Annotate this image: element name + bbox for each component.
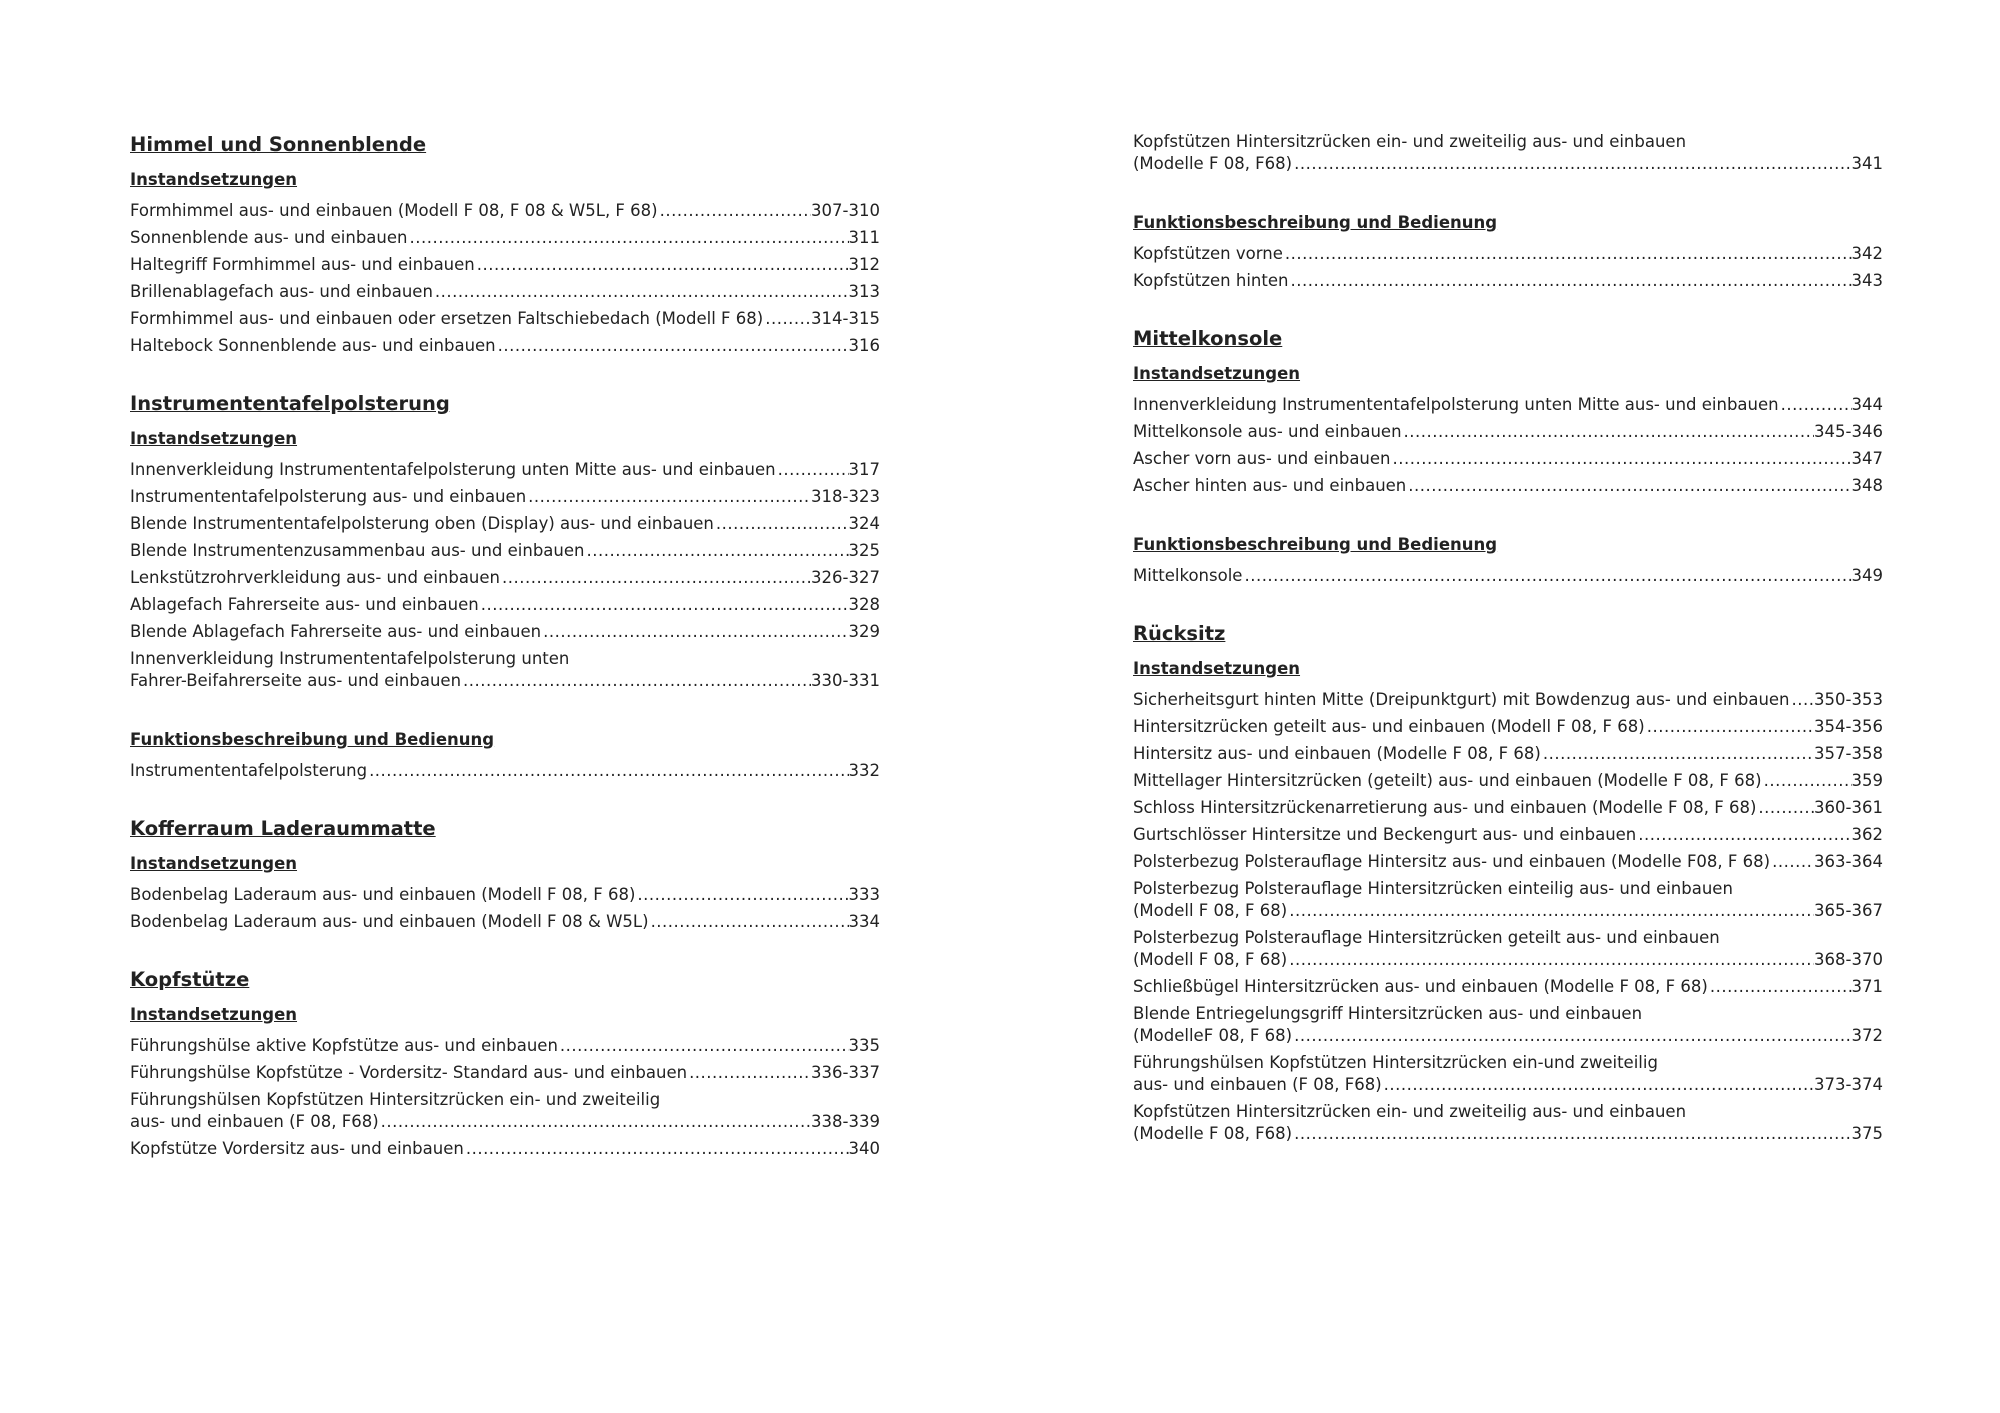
page-number: 328 bbox=[848, 594, 880, 614]
dot-leader bbox=[1402, 421, 1815, 443]
dot-leader bbox=[658, 200, 811, 222]
entry-text: Formhimmel aus- und einbauen (Modell F 08, F 08 & W5L, F 68) bbox=[130, 200, 658, 220]
page-number: 317 bbox=[848, 459, 880, 479]
entry-text: Mittellager Hintersitzrücken (geteilt) aus- und einbauen (Modelle F 08, F 68) bbox=[1133, 770, 1762, 790]
toc-section bbox=[1133, 128, 1883, 294]
toc-entry bbox=[1133, 875, 1883, 924]
page-number: 345-346 bbox=[1814, 421, 1883, 441]
toc-entry bbox=[1133, 418, 1883, 445]
entry-row bbox=[1133, 689, 1883, 711]
toc-group bbox=[130, 162, 880, 359]
toc-entry bbox=[1133, 472, 1883, 499]
entry-row bbox=[130, 540, 880, 562]
entry-row bbox=[130, 513, 880, 535]
page-number: 326-327 bbox=[811, 567, 880, 587]
page-number: 372 bbox=[1851, 1025, 1883, 1045]
entry-row bbox=[1133, 743, 1883, 765]
page-number: 365-367 bbox=[1814, 900, 1883, 920]
toc-section-mittelkonsole bbox=[1133, 322, 1883, 589]
dot-leader bbox=[1288, 270, 1851, 292]
page-number: 316 bbox=[848, 335, 880, 355]
entry-text: Führungshülse aktive Kopfstütze aus- und einbauen bbox=[130, 1035, 558, 1055]
entry-row bbox=[1133, 900, 1883, 922]
page-number: 335 bbox=[848, 1035, 880, 1055]
page-number: 330-331 bbox=[811, 670, 880, 690]
dot-leader bbox=[1391, 448, 1852, 470]
entry-row bbox=[130, 486, 880, 508]
page-number: 336-337 bbox=[811, 1062, 880, 1082]
page-number: 347 bbox=[1851, 448, 1883, 468]
toc-group bbox=[1133, 356, 1883, 499]
entry-text: Formhimmel aus- und einbauen oder ersetzen Faltschiebedach (Modell F 68) bbox=[130, 308, 764, 328]
subsection-title: Funktionsbeschreibung und Bedienung bbox=[1133, 213, 1498, 232]
dot-leader bbox=[379, 1111, 811, 1133]
dot-leader bbox=[1645, 716, 1814, 738]
entry-text-line: Kopfstützen Hintersitzrücken ein- und zweiteilig aus- und einbauen bbox=[1133, 131, 1687, 151]
page-number: 332 bbox=[848, 760, 880, 780]
toc-section-instrumententafelpolsterung bbox=[130, 387, 880, 784]
dot-leader bbox=[367, 760, 848, 782]
dot-leader bbox=[1541, 743, 1814, 765]
page-number: 342 bbox=[1851, 243, 1883, 263]
dot-leader bbox=[1636, 824, 1851, 846]
page-number: 344 bbox=[1851, 394, 1883, 414]
toc-entry bbox=[1133, 686, 1883, 713]
dot-leader bbox=[1287, 949, 1814, 971]
section-title: Kopfstütze bbox=[130, 968, 250, 991]
dot-leader bbox=[1708, 976, 1852, 998]
entry-row bbox=[130, 884, 880, 906]
dot-leader bbox=[1287, 900, 1814, 922]
page-number: 354-356 bbox=[1814, 716, 1883, 736]
subsection-title: Instandsetzungen bbox=[130, 429, 298, 448]
toc-entry bbox=[130, 483, 880, 510]
page-number: 350-353 bbox=[1814, 689, 1883, 709]
page-number: 325 bbox=[848, 540, 880, 560]
toc-entry bbox=[130, 908, 880, 935]
entry-text: Innenverkleidung Instrumententafelpolsterung unten Mitte aus- und einbauen bbox=[130, 459, 776, 479]
entry-text: Bodenbelag Laderaum aus- und einbauen (Modell F 08, F 68) bbox=[130, 884, 636, 904]
page-number: 371 bbox=[1851, 976, 1883, 996]
section-title: Mittelkonsole bbox=[1133, 327, 1283, 350]
section-title: Himmel und Sonnenblende bbox=[130, 133, 427, 156]
subsection-title: Instandsetzungen bbox=[1133, 659, 1301, 678]
entry-row bbox=[1133, 394, 1883, 416]
entry-text: (Modell F 08, F 68) bbox=[1133, 949, 1288, 969]
toc-group bbox=[130, 846, 880, 935]
entry-text: (ModelleF 08, F 68) bbox=[1133, 1025, 1293, 1045]
toc-group bbox=[1133, 128, 1883, 177]
dot-leader bbox=[649, 911, 849, 933]
toc-entry bbox=[130, 510, 880, 537]
dot-leader bbox=[461, 670, 811, 692]
entry-text: Ascher hinten aus- und einbauen bbox=[1133, 475, 1407, 495]
toc-entry bbox=[1133, 973, 1883, 1000]
toc-entry bbox=[130, 1135, 880, 1162]
toc-section-himmel-und-sonnenblende bbox=[130, 128, 880, 359]
entry-row bbox=[1133, 949, 1883, 971]
dot-leader bbox=[776, 459, 849, 481]
entry-text-line: Führungshülsen Kopfstützen Hintersitzrücken ein-und zweiteilig bbox=[1133, 1052, 1658, 1072]
entry-text: Haltebock Sonnenblende aus- und einbauen bbox=[130, 335, 496, 355]
entry-text: Kopfstütze Vordersitz aus- und einbauen bbox=[130, 1138, 464, 1158]
page-number: 314-315 bbox=[811, 308, 880, 328]
toc-entry bbox=[130, 305, 880, 332]
dot-leader bbox=[433, 281, 849, 303]
entry-row bbox=[1133, 1123, 1883, 1145]
page-number: 360-361 bbox=[1814, 797, 1883, 817]
entry-text: Blende Instrumentenzusammenbau aus- und einbauen bbox=[130, 540, 585, 560]
entry-row bbox=[1133, 475, 1883, 497]
dot-leader bbox=[500, 567, 811, 589]
dot-leader bbox=[464, 1138, 849, 1160]
entry-text: Führungshülse Kopfstütze - Vordersitz- Standard aus- und einbauen bbox=[130, 1062, 688, 1082]
dot-leader bbox=[558, 1035, 849, 1057]
section-title: Kofferraum Laderaummatte bbox=[130, 817, 436, 840]
toc-group bbox=[1133, 651, 1883, 1147]
toc-entry bbox=[130, 757, 880, 784]
dot-leader bbox=[1283, 243, 1852, 265]
entry-text: Polsterbezug Polsterauflage Hintersitz aus- und einbauen (Modelle F08, F 68) bbox=[1133, 851, 1771, 871]
dot-leader bbox=[496, 335, 849, 357]
entry-row bbox=[1133, 448, 1883, 470]
entry-row bbox=[1133, 1074, 1883, 1096]
dot-leader bbox=[1292, 153, 1851, 175]
toc-entry bbox=[1133, 240, 1883, 267]
toc-entry bbox=[1133, 740, 1883, 767]
entry-row bbox=[130, 200, 880, 222]
entry-text: (Modell F 08, F 68) bbox=[1133, 900, 1288, 920]
entry-row bbox=[1133, 797, 1883, 819]
dot-leader bbox=[714, 513, 849, 535]
entry-row bbox=[130, 1062, 880, 1084]
entry-row bbox=[130, 1035, 880, 1057]
dot-leader bbox=[407, 227, 848, 249]
subsection-title: Instandsetzungen bbox=[130, 1005, 298, 1024]
entry-text: Brillenablagefach aus- und einbauen bbox=[130, 281, 433, 301]
toc-group bbox=[1133, 527, 1883, 589]
entry-text: Instrumententafelpolsterung aus- und einbauen bbox=[130, 486, 527, 506]
dot-leader bbox=[1406, 475, 1851, 497]
entry-text-line: Polsterbezug Polsterauflage Hintersitzrücken einteilig aus- und einbauen bbox=[1133, 878, 1733, 898]
dot-leader bbox=[475, 254, 849, 276]
section-title: Instrumententafelpolsterung bbox=[130, 392, 450, 415]
page-number: 349 bbox=[1851, 565, 1883, 585]
toc-group bbox=[130, 997, 880, 1162]
page-number: 340 bbox=[848, 1138, 880, 1158]
entry-row bbox=[130, 1111, 880, 1133]
toc-section-kofferraum-laderaummatte bbox=[130, 812, 880, 935]
dot-leader bbox=[584, 540, 848, 562]
entry-row bbox=[130, 281, 880, 303]
toc-entry bbox=[1133, 445, 1883, 472]
entry-row bbox=[1133, 716, 1883, 738]
entry-text: Fahrer-Beifahrerseite aus- und einbauen bbox=[130, 670, 462, 690]
entry-text: Mittelkonsole bbox=[1133, 565, 1243, 585]
entry-row bbox=[130, 911, 880, 933]
page-number: 359 bbox=[1851, 770, 1883, 790]
entry-text: Blende Ablagefach Fahrerseite aus- und einbauen bbox=[130, 621, 542, 641]
entry-text-line: Innenverkleidung Instrumententafelpolsterung unten bbox=[130, 648, 570, 668]
entry-text-line: Kopfstützen Hintersitzrücken ein- und zweiteilig aus- und einbauen bbox=[1133, 1101, 1687, 1121]
entry-row bbox=[1133, 976, 1883, 998]
page-number: 333 bbox=[848, 884, 880, 904]
toc-entry bbox=[130, 537, 880, 564]
entry-text: (Modelle F 08, F68) bbox=[1133, 1123, 1293, 1143]
toc-group bbox=[1133, 205, 1883, 294]
dot-leader bbox=[1242, 565, 1851, 587]
entry-text: Sicherheitsgurt hinten Mitte (Dreipunktgurt) mit Bowdenzug aus- und einbauen bbox=[1133, 689, 1790, 709]
entry-text: Hintersitz aus- und einbauen (Modelle F 08, F 68) bbox=[1133, 743, 1541, 763]
toc-entry bbox=[1133, 924, 1883, 973]
toc-entry bbox=[1133, 1098, 1883, 1147]
entry-row bbox=[1133, 270, 1883, 292]
dot-leader bbox=[1292, 1123, 1851, 1145]
toc-group bbox=[130, 421, 880, 694]
entry-text-line: Blende Entriegelungsgriff Hintersitzrücken aus- und einbauen bbox=[1133, 1003, 1643, 1023]
entry-row bbox=[1133, 243, 1883, 265]
entry-text: Kopfstützen vorne bbox=[1133, 243, 1283, 263]
entry-text-line: Führungshülsen Kopfstützen Hintersitzrücken ein- und zweiteilig bbox=[130, 1089, 661, 1109]
toc-entry bbox=[130, 1032, 880, 1059]
entry-text: Innenverkleidung Instrumententafelpolsterung unten Mitte aus- und einbauen bbox=[1133, 394, 1779, 414]
toc-entry bbox=[130, 278, 880, 305]
page-number: 324 bbox=[848, 513, 880, 533]
entry-row bbox=[130, 594, 880, 616]
entry-row bbox=[130, 459, 880, 481]
toc-entry bbox=[1133, 1049, 1883, 1098]
entry-row bbox=[1133, 824, 1883, 846]
toc-entry bbox=[130, 645, 880, 694]
page-number: 313 bbox=[848, 281, 880, 301]
page-number: 362 bbox=[1851, 824, 1883, 844]
toc-entry bbox=[130, 618, 880, 645]
dot-leader bbox=[1790, 689, 1815, 711]
dot-leader bbox=[1770, 851, 1814, 873]
toc-entry bbox=[1133, 391, 1883, 418]
dot-leader bbox=[1292, 1025, 1851, 1047]
toc-entry bbox=[1133, 562, 1883, 589]
entry-text: aus- und einbauen (F 08, F68) bbox=[130, 1111, 379, 1131]
entry-text: Ablagefach Fahrerseite aus- und einbauen bbox=[130, 594, 479, 614]
entry-row bbox=[1133, 153, 1883, 175]
entry-text: (Modelle F 08, F68) bbox=[1133, 153, 1293, 173]
entry-text: Kopfstützen hinten bbox=[1133, 270, 1289, 290]
toc-entry bbox=[130, 332, 880, 359]
entry-text: Instrumententafelpolsterung bbox=[130, 760, 368, 780]
toc-entry bbox=[1133, 794, 1883, 821]
page-number: 329 bbox=[848, 621, 880, 641]
entry-row bbox=[130, 308, 880, 330]
dot-leader bbox=[541, 621, 848, 643]
entry-row bbox=[1133, 770, 1883, 792]
page-number: 311 bbox=[848, 227, 880, 247]
page-number: 363-364 bbox=[1814, 851, 1883, 871]
page-number: 334 bbox=[848, 911, 880, 931]
toc-entry bbox=[130, 564, 880, 591]
page-number: 312 bbox=[848, 254, 880, 274]
page-number: 368-370 bbox=[1814, 949, 1883, 969]
toc-entry bbox=[130, 881, 880, 908]
entry-text: Gurtschlösser Hintersitze und Beckengurt aus- und einbauen bbox=[1133, 824, 1637, 844]
entry-row bbox=[1133, 421, 1883, 443]
page-number: 348 bbox=[1851, 475, 1883, 495]
entry-text: Schließbügel Hintersitzrücken aus- und einbauen (Modelle F 08, F 68) bbox=[1133, 976, 1708, 996]
entry-text: aus- und einbauen (F 08, F68) bbox=[1133, 1074, 1382, 1094]
toc-entry bbox=[130, 591, 880, 618]
dot-leader bbox=[526, 486, 811, 508]
entry-row bbox=[130, 621, 880, 643]
toc-entry bbox=[130, 456, 880, 483]
dot-leader bbox=[1779, 394, 1852, 416]
entry-text: Mittelkonsole aus- und einbauen bbox=[1133, 421, 1402, 441]
entry-text: Bodenbelag Laderaum aus- und einbauen (Modell F 08 & W5L) bbox=[130, 911, 649, 931]
entry-text: Lenkstützrohrverkleidung aus- und einbauen bbox=[130, 567, 501, 587]
toc-entry bbox=[130, 1059, 880, 1086]
dot-leader bbox=[1382, 1074, 1814, 1096]
subsection-title: Instandsetzungen bbox=[130, 854, 298, 873]
page-number: 373-374 bbox=[1814, 1074, 1883, 1094]
dot-leader bbox=[479, 594, 849, 616]
toc-left-column bbox=[130, 128, 880, 1190]
dot-leader bbox=[635, 884, 848, 906]
toc-entry bbox=[130, 197, 880, 224]
toc-entry bbox=[1133, 128, 1883, 177]
section-title: Rücksitz bbox=[1133, 622, 1226, 645]
entry-row bbox=[130, 670, 880, 692]
page-number: 341 bbox=[1851, 153, 1883, 173]
toc-entry bbox=[1133, 267, 1883, 294]
toc-entry bbox=[1133, 713, 1883, 740]
entry-text: Blende Instrumententafelpolsterung oben (Display) aus- und einbauen bbox=[130, 513, 714, 533]
entry-text: Hintersitzrücken geteilt aus- und einbauen (Modell F 08, F 68) bbox=[1133, 716, 1645, 736]
toc-entry bbox=[1133, 1000, 1883, 1049]
entry-text: Haltegriff Formhimmel aus- und einbauen bbox=[130, 254, 475, 274]
entry-row bbox=[1133, 851, 1883, 873]
toc-entry bbox=[1133, 767, 1883, 794]
dot-leader bbox=[1756, 797, 1814, 819]
entry-text-line: Polsterbezug Polsterauflage Hintersitzrücken geteilt aus- und einbauen bbox=[1133, 927, 1720, 947]
subsection-title: Funktionsbeschreibung und Bedienung bbox=[1133, 535, 1498, 554]
toc-entry bbox=[130, 1086, 880, 1135]
page-number: 318-323 bbox=[811, 486, 880, 506]
entry-row bbox=[130, 760, 880, 782]
page-number: 307-310 bbox=[811, 200, 880, 220]
entry-row bbox=[130, 227, 880, 249]
entry-text: Ascher vorn aus- und einbauen bbox=[1133, 448, 1391, 468]
toc-entry bbox=[1133, 821, 1883, 848]
entry-text: Sonnenblende aus- und einbauen bbox=[130, 227, 408, 247]
toc-entry bbox=[130, 224, 880, 251]
subsection-title: Instandsetzungen bbox=[130, 170, 298, 189]
entry-row bbox=[130, 335, 880, 357]
entry-text: Schloss Hintersitzrückenarretierung aus- und einbauen (Modelle F 08, F 68) bbox=[1133, 797, 1757, 817]
entry-row bbox=[130, 567, 880, 589]
dot-leader bbox=[687, 1062, 811, 1084]
entry-row bbox=[130, 254, 880, 276]
toc-section-ruecksitz bbox=[1133, 617, 1883, 1147]
dot-leader bbox=[1762, 770, 1852, 792]
entry-row bbox=[1133, 565, 1883, 587]
toc-entry bbox=[1133, 848, 1883, 875]
page-number: 338-339 bbox=[811, 1111, 880, 1131]
page-number: 357-358 bbox=[1814, 743, 1883, 763]
subsection-title: Instandsetzungen bbox=[1133, 364, 1301, 383]
toc-section-kopfstuetze bbox=[130, 963, 880, 1162]
entry-row bbox=[1133, 1025, 1883, 1047]
entry-row bbox=[130, 1138, 880, 1160]
page-number: 343 bbox=[1851, 270, 1883, 290]
toc-right-column bbox=[1133, 128, 1883, 1175]
page-number: 375 bbox=[1851, 1123, 1883, 1143]
dot-leader bbox=[763, 308, 811, 330]
subsection-title: Funktionsbeschreibung und Bedienung bbox=[130, 730, 495, 749]
toc-group bbox=[130, 722, 880, 784]
toc-entry bbox=[130, 251, 880, 278]
